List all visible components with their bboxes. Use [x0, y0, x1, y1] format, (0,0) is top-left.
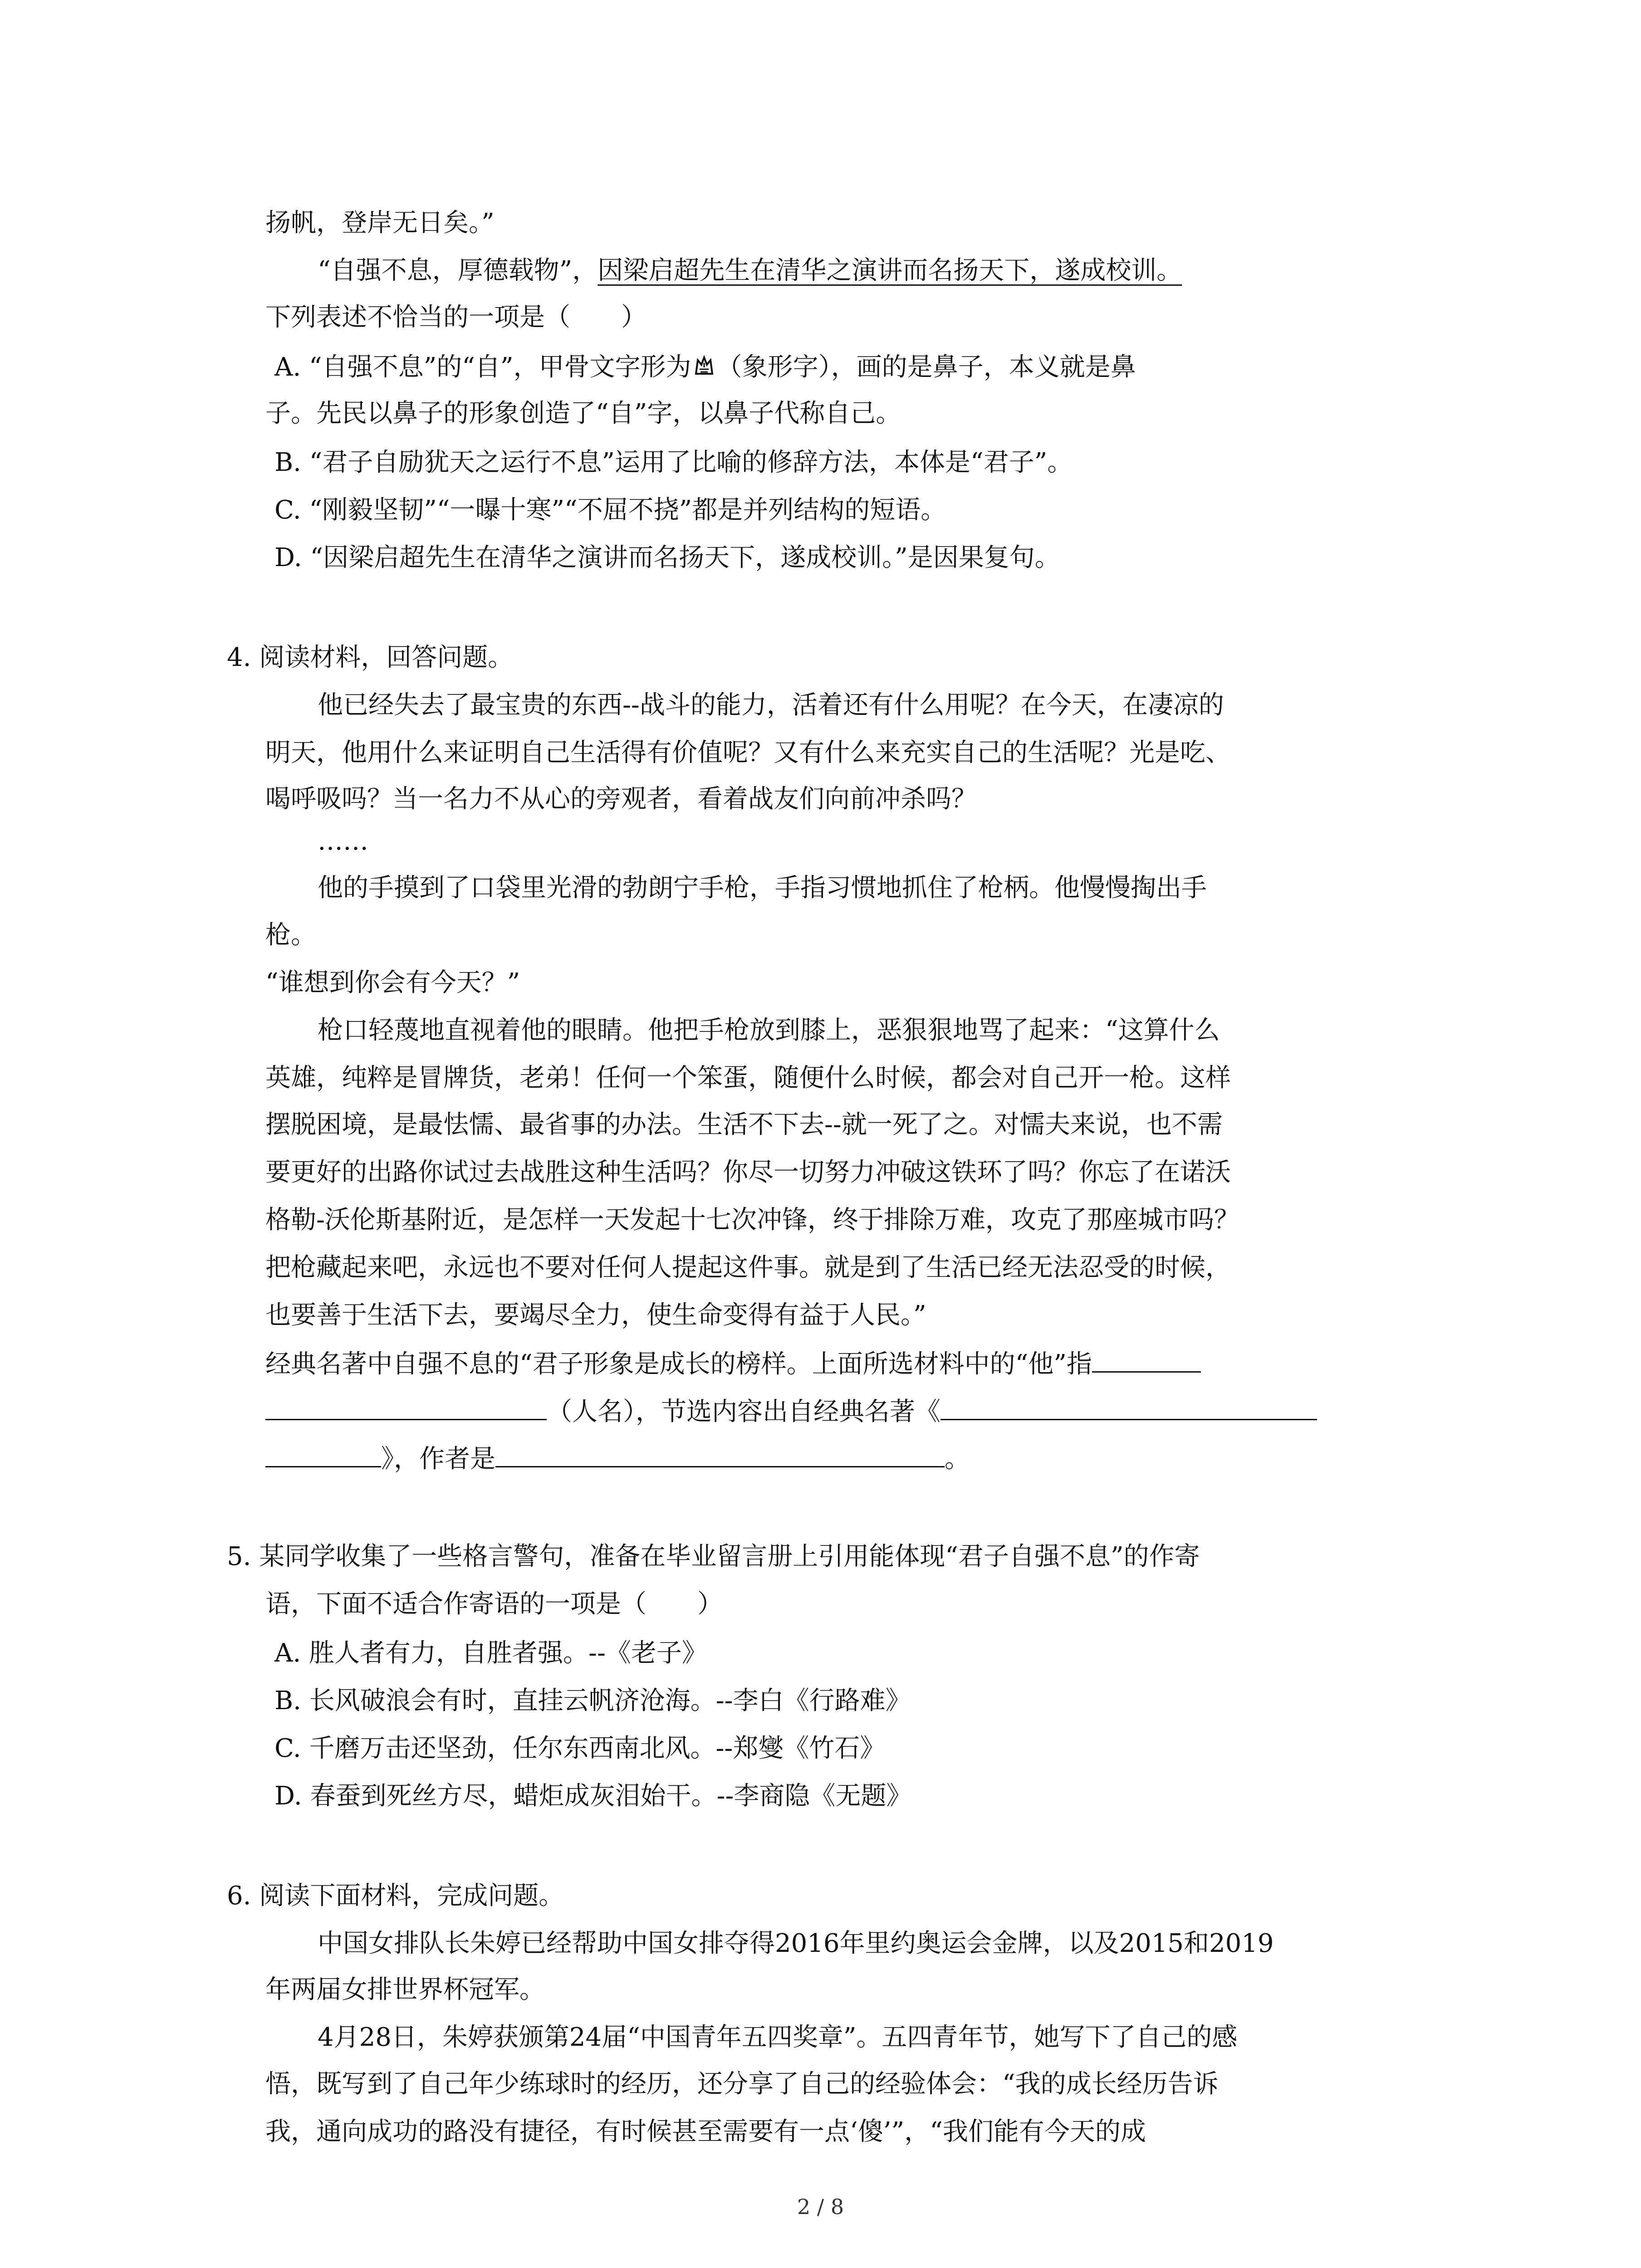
q4-text-line: 明天，他用什么来证明自己生活得有价值呢？又有什么来充实自己的生活呢？光是吃、 — [265, 738, 1231, 767]
q3-underlined-sentence: 因梁启超先生在清华之演讲而名扬天下，遂成校训。 — [598, 256, 1182, 285]
q5-option-c: C. 千磨万击还坚劲，任尔东西南北风。--郑燮《竹石》 — [274, 1734, 886, 1763]
answer-blank-book-part1[interactable] — [941, 1392, 1317, 1420]
q3-option-b: B. “君子自励犹天之运行不息”运用了比喻的修辞方法，本体是“君子”。 — [274, 448, 1073, 477]
q4-text-line: 枪。 — [265, 920, 316, 950]
q3-question: 下列表述不恰当的一项是（ ） — [265, 303, 647, 332]
q6-text-line: 4月28日，朱婷获颁第24届“中国青年五四奖章”。五四青年节，她写下了自己的感 — [318, 2023, 1238, 2052]
q4-ellipsis: …… — [318, 826, 368, 856]
q3-motto: “自强不息，厚德载物”， — [318, 256, 598, 285]
q6-text-line: 年两届女排世界杯冠军。 — [265, 1975, 545, 2004]
answer-blank-book[interactable] — [265, 1439, 381, 1467]
q4-text-line: 英雄，纯粹是冒牌货，老弟！任何一个笨蛋，随便什么时候，都会对自己开一枪。这样 — [265, 1063, 1231, 1093]
answer-blank-name-part1[interactable] — [1092, 1344, 1201, 1373]
q4-text-line: 他的手摸到了口袋里光滑的勃朗宁手枪，手指习惯地抓住了枪柄。他慢慢掏出手 — [318, 873, 1207, 903]
q4-text-line: 格勒-沃伦斯基附近，是怎样一天发起十七次冲锋，终于排除万难，攻克了那座城市吗？ — [265, 1205, 1239, 1235]
q4-text-line: 也要善于生活下去，要竭尽全力，使生命变得有益于人民。” — [265, 1300, 926, 1330]
q5-title-cont: 语，下面不适合作寄语的一项是（ ） — [265, 1589, 723, 1619]
q6-text-line: 悟，既写到了自己年少练球时的经历，还分享了自己的经验体会：“我的成长经历告诉 — [265, 2069, 1219, 2099]
page-number: 2 / 8 — [797, 2195, 844, 2219]
q5-option-b: B. 长风破浪会有时，直挂云帆济沧海。--李白《行路难》 — [274, 1686, 911, 1716]
answer-blank-name[interactable] — [265, 1392, 547, 1420]
q6-title: 6. 阅读下面材料，完成问题。 — [227, 1881, 564, 1911]
q4-title: 4. 阅读材料，回答问题。 — [227, 643, 514, 672]
q4-quote: “谁想到你会有今天？” — [265, 968, 520, 997]
q6-text-line: 我，通向成功的路没有捷径，有时候甚至需要有一点‘傻’”，“我们能有今天的成 — [265, 2117, 1146, 2146]
q4-text-line: 他已经失去了最宝贵的东西--战斗的能力，活着还有什么用呢？在今天，在凄凉的 — [318, 690, 1224, 720]
q4-ask-line: 》，作者是 。 — [265, 1439, 970, 1475]
q5-title: 5. 某同学收集了一些格言警句，准备在毕业留言册上引用能体现“君子自强不息”的作寄 — [227, 1542, 1200, 1571]
q6-text-line: 中国女排队长朱婷已经帮助中国女排夺得2016年里约奥运会金牌，以及2015和2019 — [318, 1929, 1274, 1958]
q3-option-c: C. “刚毅坚韧”“一曝十寒”“不屈不挠”都是并列结构的短语。 — [274, 495, 946, 525]
q4-text-line: 摆脱困境，是最怯懦、最省事的办法。生活不下去--就一死了之。对懦夫来说，也不需 — [265, 1110, 1223, 1139]
q4-text-line: 把枪藏起来吧，永远也不要对任何人提起这件事。就是到了生活已经无法忍受的时候， — [265, 1253, 1231, 1282]
q5-option-d: D. 春蚕到死丝方尽，蜡炬成灰泪始干。--李商隐《无题》 — [274, 1781, 912, 1811]
oracle-bone-zi-icon — [691, 354, 717, 379]
q4-ask-line: 经典名著中自强不息的“君子形象是成长的榜样。上面所选材料中的“他”指 — [265, 1344, 1201, 1380]
q3-text-line: 扬帆，登岸无日矣。” — [265, 208, 495, 238]
q3-motto-line — [318, 253, 1182, 289]
q4-text-line: 喝呼吸吗？当一名力不从心的旁观者，看着战友们向前冲杀吗？ — [265, 784, 977, 814]
q4-ask-line: （人名），节选内容出自经典名著《 — [265, 1392, 1317, 1428]
q3-option-a: A. “自强不息”的“自”，甲骨文字形为 （象形字），画的是鼻子，本义就是鼻 — [274, 352, 1136, 382]
q3-option-d: D. “因梁启超先生在清华之演讲而名扬天下，遂成校训。”是因果复句。 — [274, 543, 1060, 572]
q4-text-line: 要更好的出路你试过去战胜这种生活吗？你尽一切努力冲破这铁环了吗？你忘了在诺沃 — [265, 1158, 1231, 1187]
q3-option-a-cont: 子。先民以鼻子的形象创造了“自”字，以鼻子代称自己。 — [265, 399, 901, 428]
answer-blank-author[interactable] — [495, 1439, 945, 1467]
q5-option-a: A. 胜人者有力，自胜者强。--《老子》 — [274, 1638, 707, 1668]
q4-text-line: 枪口轻蔑地直视着他的眼睛。他把手枪放到膝上，恶狠狠地骂了起来：“这算什么 — [318, 1016, 1220, 1045]
